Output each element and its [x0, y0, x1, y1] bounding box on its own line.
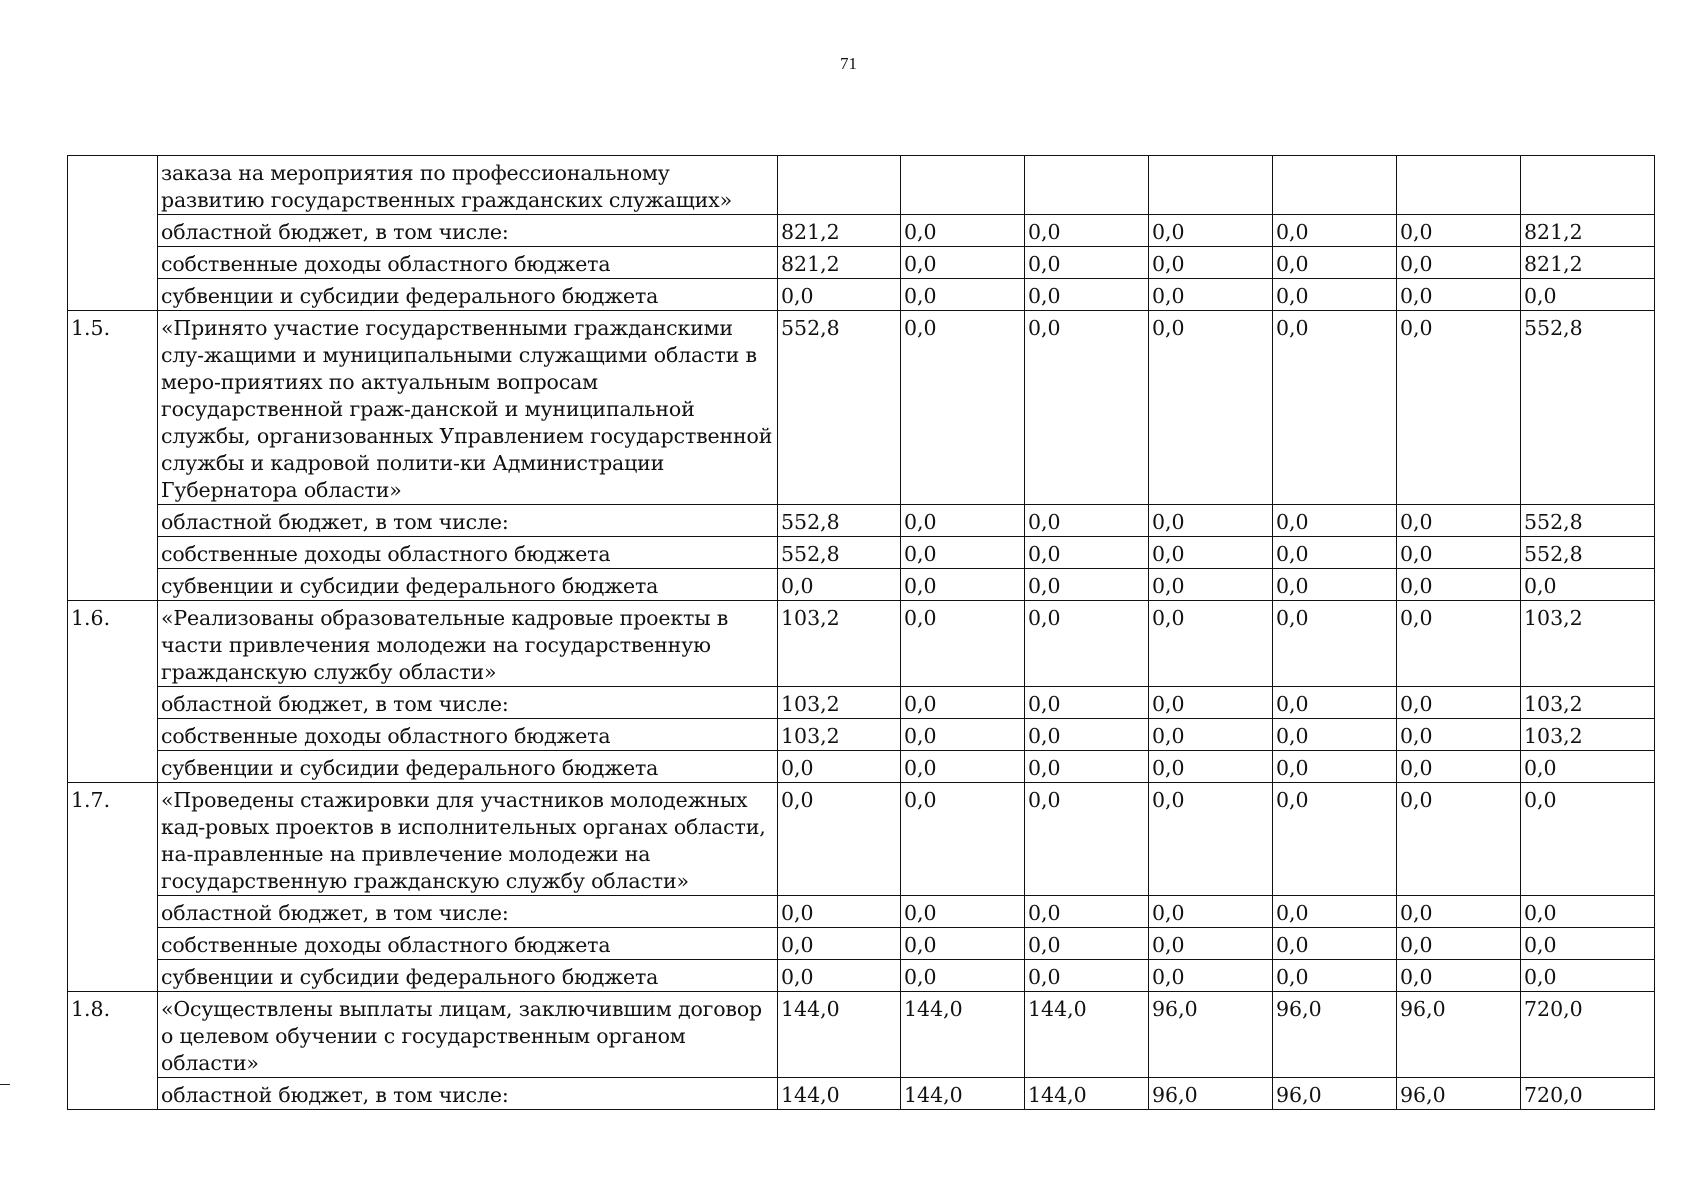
- value-cell: 552,8: [778, 537, 901, 569]
- description-cell: «Проведены стажировки для участников молодежных кад-ровых проектов в исполнительных органах области, на-правленные на привлечение молодежи на государственную гражданскую службу области»: [158, 783, 778, 896]
- table-row: [68, 569, 1655, 601]
- table-row: [68, 928, 1655, 960]
- value-cell: [1521, 156, 1655, 215]
- value-cell: 0,0: [1149, 537, 1273, 569]
- value-cell: 103,2: [778, 719, 901, 751]
- value-cell: 103,2: [1521, 687, 1655, 719]
- value-cell: 0,0: [1397, 215, 1521, 247]
- value-cell: 0,0: [1273, 601, 1397, 687]
- value-cell: 96,0: [1397, 1078, 1521, 1110]
- table-row: [68, 719, 1655, 751]
- value-cell: 0,0: [1025, 928, 1149, 960]
- table-row: [68, 247, 1655, 279]
- value-cell: [1149, 156, 1273, 215]
- value-cell: 0,0: [1273, 537, 1397, 569]
- value-cell: 0,0: [1149, 960, 1273, 992]
- value-cell: 0,0: [1397, 751, 1521, 783]
- description-cell: субвенции и субсидии федерального бюджета: [158, 279, 778, 311]
- description-cell: областной бюджет, в том числе:: [158, 505, 778, 537]
- value-cell: 0,0: [901, 215, 1025, 247]
- value-cell: 0,0: [1149, 505, 1273, 537]
- value-cell: 0,0: [1397, 279, 1521, 311]
- value-cell: 0,0: [1273, 928, 1397, 960]
- value-cell: [1397, 156, 1521, 215]
- value-cell: 0,0: [901, 960, 1025, 992]
- value-cell: 96,0: [1149, 992, 1273, 1078]
- value-cell: 0,0: [1025, 247, 1149, 279]
- description-cell: областной бюджет, в том числе:: [158, 687, 778, 719]
- value-cell: 0,0: [1521, 960, 1655, 992]
- value-cell: 0,0: [1025, 505, 1149, 537]
- value-cell: 0,0: [1273, 569, 1397, 601]
- value-cell: 0,0: [1149, 247, 1273, 279]
- value-cell: 96,0: [1149, 1078, 1273, 1110]
- value-cell: 0,0: [1149, 601, 1273, 687]
- table-group-row: [68, 601, 1655, 687]
- value-cell: 0,0: [1025, 783, 1149, 896]
- item-number-cell: 1.7.: [68, 783, 158, 992]
- value-cell: 0,0: [1521, 751, 1655, 783]
- item-number-cell: [68, 156, 158, 311]
- value-cell: [901, 156, 1025, 215]
- description-cell: собственные доходы областного бюджета: [158, 719, 778, 751]
- value-cell: 0,0: [1273, 311, 1397, 505]
- value-cell: [778, 156, 901, 215]
- value-cell: 144,0: [1025, 1078, 1149, 1110]
- value-cell: 552,8: [778, 311, 901, 505]
- budget-table: [67, 155, 1655, 1110]
- table-row: [68, 537, 1655, 569]
- table-group-row: [68, 992, 1655, 1078]
- value-cell: 0,0: [1521, 783, 1655, 896]
- value-cell: 0,0: [1149, 719, 1273, 751]
- value-cell: 552,8: [1521, 311, 1655, 505]
- value-cell: 96,0: [1273, 1078, 1397, 1110]
- item-number-cell: 1.8.: [68, 992, 158, 1110]
- value-cell: 0,0: [1025, 215, 1149, 247]
- value-cell: 552,8: [778, 505, 901, 537]
- value-cell: 0,0: [1025, 960, 1149, 992]
- value-cell: 0,0: [1273, 505, 1397, 537]
- value-cell: 0,0: [1025, 569, 1149, 601]
- description-cell: собственные доходы областного бюджета: [158, 928, 778, 960]
- value-cell: 0,0: [901, 687, 1025, 719]
- value-cell: 0,0: [1025, 311, 1149, 505]
- value-cell: 103,2: [778, 687, 901, 719]
- value-cell: 0,0: [1025, 537, 1149, 569]
- description-cell: «Реализованы образовательные кадровые проекты в части привлечения молодежи на государственную гражданскую службу области»: [158, 601, 778, 687]
- value-cell: 0,0: [901, 311, 1025, 505]
- description-cell: «Принято участие государственными гражданскими слу-жащими и муниципальными служащими области в меро-приятиях по актуальным вопросам государственной граж-данской и муниципальной службы, организованных Управлением государственной службы и кадровой полити-ки Администрации Губернатора области»: [158, 311, 778, 505]
- value-cell: 0,0: [778, 928, 901, 960]
- value-cell: 0,0: [901, 505, 1025, 537]
- value-cell: 0,0: [1149, 687, 1273, 719]
- value-cell: 144,0: [1025, 992, 1149, 1078]
- value-cell: 103,2: [1521, 719, 1655, 751]
- value-cell: 821,2: [1521, 247, 1655, 279]
- value-cell: 0,0: [901, 569, 1025, 601]
- value-cell: 0,0: [1149, 279, 1273, 311]
- value-cell: 0,0: [1397, 601, 1521, 687]
- value-cell: 0,0: [1149, 751, 1273, 783]
- table-row: [68, 687, 1655, 719]
- value-cell: 0,0: [1273, 687, 1397, 719]
- value-cell: 96,0: [1273, 992, 1397, 1078]
- value-cell: 0,0: [778, 569, 901, 601]
- value-cell: 821,2: [1521, 215, 1655, 247]
- value-cell: 0,0: [901, 928, 1025, 960]
- value-cell: 720,0: [1521, 992, 1655, 1078]
- value-cell: 0,0: [1521, 569, 1655, 601]
- description-cell: собственные доходы областного бюджета: [158, 537, 778, 569]
- value-cell: 0,0: [1025, 896, 1149, 928]
- description-cell: субвенции и субсидии федерального бюджета: [158, 751, 778, 783]
- value-cell: 144,0: [901, 1078, 1025, 1110]
- description-cell: областной бюджет, в том числе:: [158, 896, 778, 928]
- value-cell: 0,0: [1149, 215, 1273, 247]
- table-body: [68, 156, 1655, 1110]
- value-cell: 0,0: [1521, 896, 1655, 928]
- value-cell: 552,8: [1521, 537, 1655, 569]
- value-cell: 0,0: [1397, 960, 1521, 992]
- table-group-row: [68, 311, 1655, 505]
- value-cell: 0,0: [1273, 279, 1397, 311]
- value-cell: 0,0: [1149, 896, 1273, 928]
- value-cell: 0,0: [1397, 505, 1521, 537]
- value-cell: 0,0: [1149, 311, 1273, 505]
- value-cell: 552,8: [1521, 505, 1655, 537]
- value-cell: 0,0: [1397, 687, 1521, 719]
- value-cell: 0,0: [1521, 279, 1655, 311]
- table-row: [68, 215, 1655, 247]
- description-cell: областной бюджет, в том числе:: [158, 215, 778, 247]
- value-cell: 0,0: [1273, 896, 1397, 928]
- value-cell: 103,2: [1521, 601, 1655, 687]
- value-cell: 0,0: [1273, 719, 1397, 751]
- value-cell: 0,0: [901, 751, 1025, 783]
- value-cell: 0,0: [1025, 687, 1149, 719]
- description-cell: собственные доходы областного бюджета: [158, 247, 778, 279]
- description-cell: «Осуществлены выплаты лицам, заключившим договор о целевом обучении с государственным органом области»: [158, 992, 778, 1078]
- value-cell: 0,0: [1273, 215, 1397, 247]
- value-cell: 0,0: [1273, 783, 1397, 896]
- description-cell: заказа на мероприятия по профессиональному развитию государственных гражданских служащих»: [158, 156, 778, 215]
- value-cell: 0,0: [1273, 751, 1397, 783]
- table-group-row: [68, 156, 1655, 215]
- table-row: [68, 279, 1655, 311]
- value-cell: 0,0: [1397, 311, 1521, 505]
- description-cell: субвенции и субсидии федерального бюджета: [158, 960, 778, 992]
- value-cell: 0,0: [1397, 783, 1521, 896]
- value-cell: 821,2: [778, 215, 901, 247]
- value-cell: 0,0: [1149, 569, 1273, 601]
- value-cell: 0,0: [1397, 928, 1521, 960]
- value-cell: 0,0: [1025, 751, 1149, 783]
- value-cell: 103,2: [778, 601, 901, 687]
- value-cell: 821,2: [778, 247, 901, 279]
- table-row: [68, 751, 1655, 783]
- value-cell: 0,0: [1397, 719, 1521, 751]
- value-cell: 0,0: [1521, 928, 1655, 960]
- value-cell: 0,0: [901, 537, 1025, 569]
- value-cell: 0,0: [778, 783, 901, 896]
- value-cell: 0,0: [1397, 896, 1521, 928]
- item-number-cell: 1.6.: [68, 601, 158, 783]
- description-cell: областной бюджет, в том числе:: [158, 1078, 778, 1110]
- value-cell: 0,0: [901, 601, 1025, 687]
- value-cell: 0,0: [1025, 719, 1149, 751]
- table-row: [68, 896, 1655, 928]
- value-cell: 0,0: [1025, 601, 1149, 687]
- value-cell: 144,0: [901, 992, 1025, 1078]
- value-cell: [1273, 156, 1397, 215]
- value-cell: 0,0: [1149, 928, 1273, 960]
- description-cell: субвенции и субсидии федерального бюджета: [158, 569, 778, 601]
- value-cell: 720,0: [1521, 1078, 1655, 1110]
- value-cell: 0,0: [901, 279, 1025, 311]
- value-cell: 0,0: [778, 896, 901, 928]
- value-cell: 0,0: [901, 896, 1025, 928]
- value-cell: 0,0: [1273, 960, 1397, 992]
- value-cell: 0,0: [1397, 247, 1521, 279]
- value-cell: 0,0: [778, 751, 901, 783]
- table-row: [68, 1078, 1655, 1110]
- value-cell: 0,0: [901, 719, 1025, 751]
- item-number-cell: 1.5.: [68, 311, 158, 601]
- value-cell: 0,0: [778, 279, 901, 311]
- value-cell: [1025, 156, 1149, 215]
- page-number: 71: [840, 54, 857, 73]
- value-cell: 144,0: [778, 1078, 901, 1110]
- value-cell: 0,0: [1397, 569, 1521, 601]
- table-row: [68, 960, 1655, 992]
- value-cell: 144,0: [778, 992, 901, 1078]
- margin-mark: [0, 1084, 10, 1085]
- value-cell: 0,0: [901, 783, 1025, 896]
- value-cell: 0,0: [901, 247, 1025, 279]
- value-cell: 0,0: [1273, 247, 1397, 279]
- value-cell: 0,0: [778, 960, 901, 992]
- value-cell: 0,0: [1149, 783, 1273, 896]
- table-row: [68, 505, 1655, 537]
- table-group-row: [68, 783, 1655, 896]
- value-cell: 96,0: [1397, 992, 1521, 1078]
- value-cell: 0,0: [1025, 279, 1149, 311]
- value-cell: 0,0: [1397, 537, 1521, 569]
